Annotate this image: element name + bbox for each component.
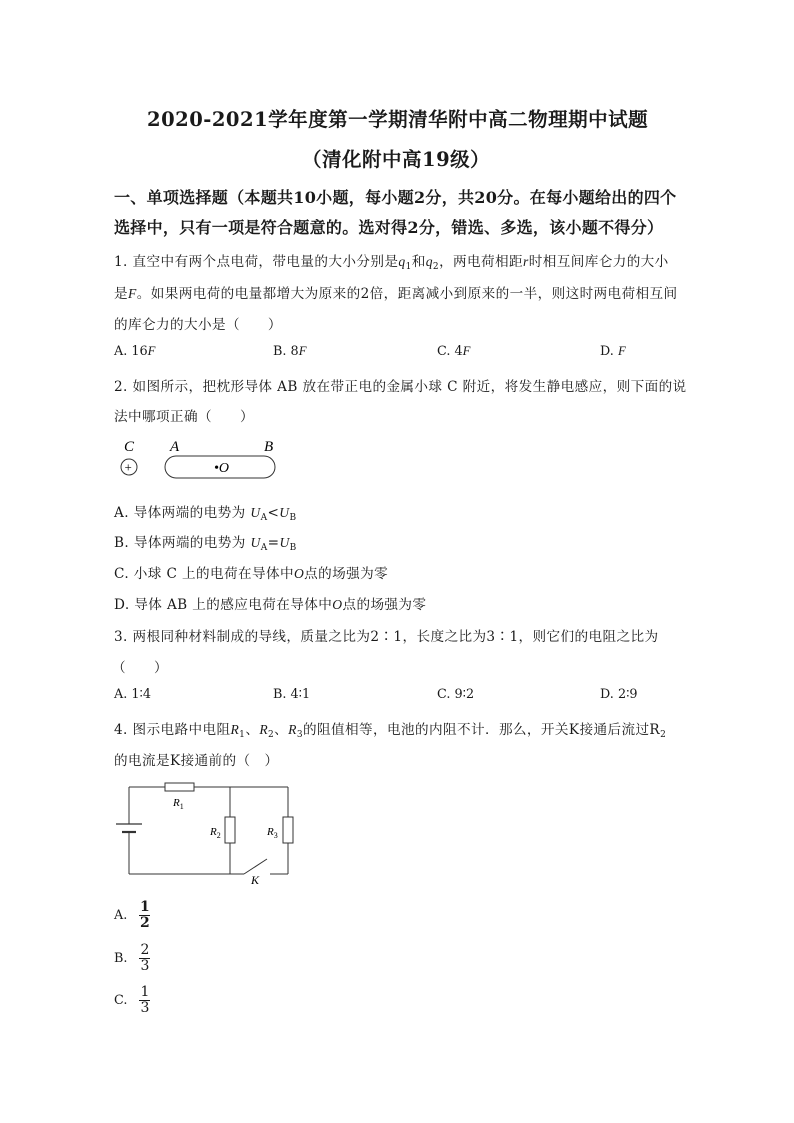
q1-text-and: 和: [411, 254, 426, 270]
q3-option-c[interactable]: C. 9∶2: [437, 687, 475, 702]
circuit-diagram: [110, 779, 302, 887]
q1-var-q2: q: [425, 254, 433, 269]
q1-var-f: F: [128, 286, 137, 301]
q2-option-a[interactable]: A. 导体两端的电势为 $U_A<U_B$: [114, 505, 297, 523]
q2-line1: 2. 如图所示，把枕形导体 AB 放在带正电的金属小球 C 附近，将发生静电感应，则下面的说: [114, 379, 687, 395]
q1-line2: [114, 282, 678, 302]
q4-option-a[interactable]: A. $\frac{1}{2}$: [114, 899, 150, 931]
label-r1: $R_1$: [173, 797, 184, 811]
label-r3: $R_3$: [267, 826, 278, 840]
q1-text-d: 是: [114, 286, 128, 302]
figure-label-b: B: [264, 439, 274, 455]
q1-option-c[interactable]: C. 4F: [437, 344, 471, 359]
q1-var-q1-sub: 1: [405, 262, 412, 272]
q4-option-c[interactable]: C. $\frac{1}{3}$: [114, 984, 150, 1016]
q4-line1: 4. 图示电路中电阻$R_1$、$R_2$、$R_3$的阻值相等，电池的内阻不计．那么，开关K接通后流过$R_2$: [114, 722, 667, 740]
figure-label-a: A: [170, 439, 180, 455]
q1-text-a: 1. 直空中有两个点电荷，带电量的大小分别是: [114, 254, 399, 270]
conductor-figure: [112, 436, 288, 484]
page-subtitle: （清化附中高19级）: [302, 148, 491, 171]
section-heading-line1: 一、单项选择题（本题共10小题，每小题2分，共20分。在每小题给出的四个: [114, 188, 677, 207]
label-r2: $R_2$: [210, 826, 221, 840]
figure-plus: +: [124, 459, 132, 475]
q2-option-c[interactable]: C. 小球 C 上的电荷在导体中O点的场强为零: [114, 566, 389, 582]
resistor-r1: [165, 783, 194, 791]
resistor-r3: [283, 817, 293, 843]
section-heading-line2: 选择中，只有一项是符合题意的。选对得2分，错选、多选，该小题不得分）: [114, 218, 664, 237]
page-title: 2020-2021学年度第一学期清华附中高二物理期中试题: [147, 108, 649, 131]
q1-text-c: 时相互间库仑力的大小: [528, 254, 669, 270]
q2-option-d[interactable]: D. 导体 AB 上的感应电荷在导体中O点的场强为零: [114, 597, 427, 613]
q3-option-b[interactable]: B. 4∶1: [273, 687, 311, 702]
q3-option-a[interactable]: A. 1∶4: [114, 687, 151, 702]
q3-option-d[interactable]: D. 2∶9: [600, 687, 638, 702]
q1-option-b[interactable]: B. 8F: [273, 344, 307, 359]
figure-label-o: •O: [214, 461, 230, 476]
q3-line1: 3. 两根同种材料制成的导线，质量之比为2∶1，长度之比为3∶1，则它们的电阻之比为: [114, 629, 659, 645]
q4-line2: 的电流是K接通前的（ ）: [114, 753, 279, 769]
q1-var-r: r: [523, 254, 529, 269]
q1-text-e: 。如果两电荷的电量都增大为原来的2倍，距离减小到原来的一半，则这时两电荷相互间: [136, 286, 678, 302]
q2-line2: 法中哪项正确（ ）: [114, 409, 254, 425]
q2-option-b[interactable]: B. 导体两端的电势为 $U_A=U_B$: [114, 535, 297, 553]
q1-text-b: ，两电荷相距: [439, 254, 524, 270]
q1-line1: [114, 250, 669, 270]
q1-option-a[interactable]: A. 16F: [114, 344, 156, 359]
q4-option-b[interactable]: B. $\frac{2}{3}$: [114, 942, 150, 974]
q3-line2: （ ）: [112, 660, 168, 676]
q1-line3: 的库仑力的大小是（ ）: [114, 317, 282, 333]
q1-option-d[interactable]: D. F: [600, 344, 626, 359]
q1-var-q1: q: [398, 254, 406, 269]
resistor-r2: [225, 817, 235, 843]
label-k: K: [251, 873, 260, 887]
q1-var-q2-sub: 2: [432, 262, 440, 272]
switch-k: [244, 859, 267, 874]
figure-label-c: C: [124, 439, 135, 455]
